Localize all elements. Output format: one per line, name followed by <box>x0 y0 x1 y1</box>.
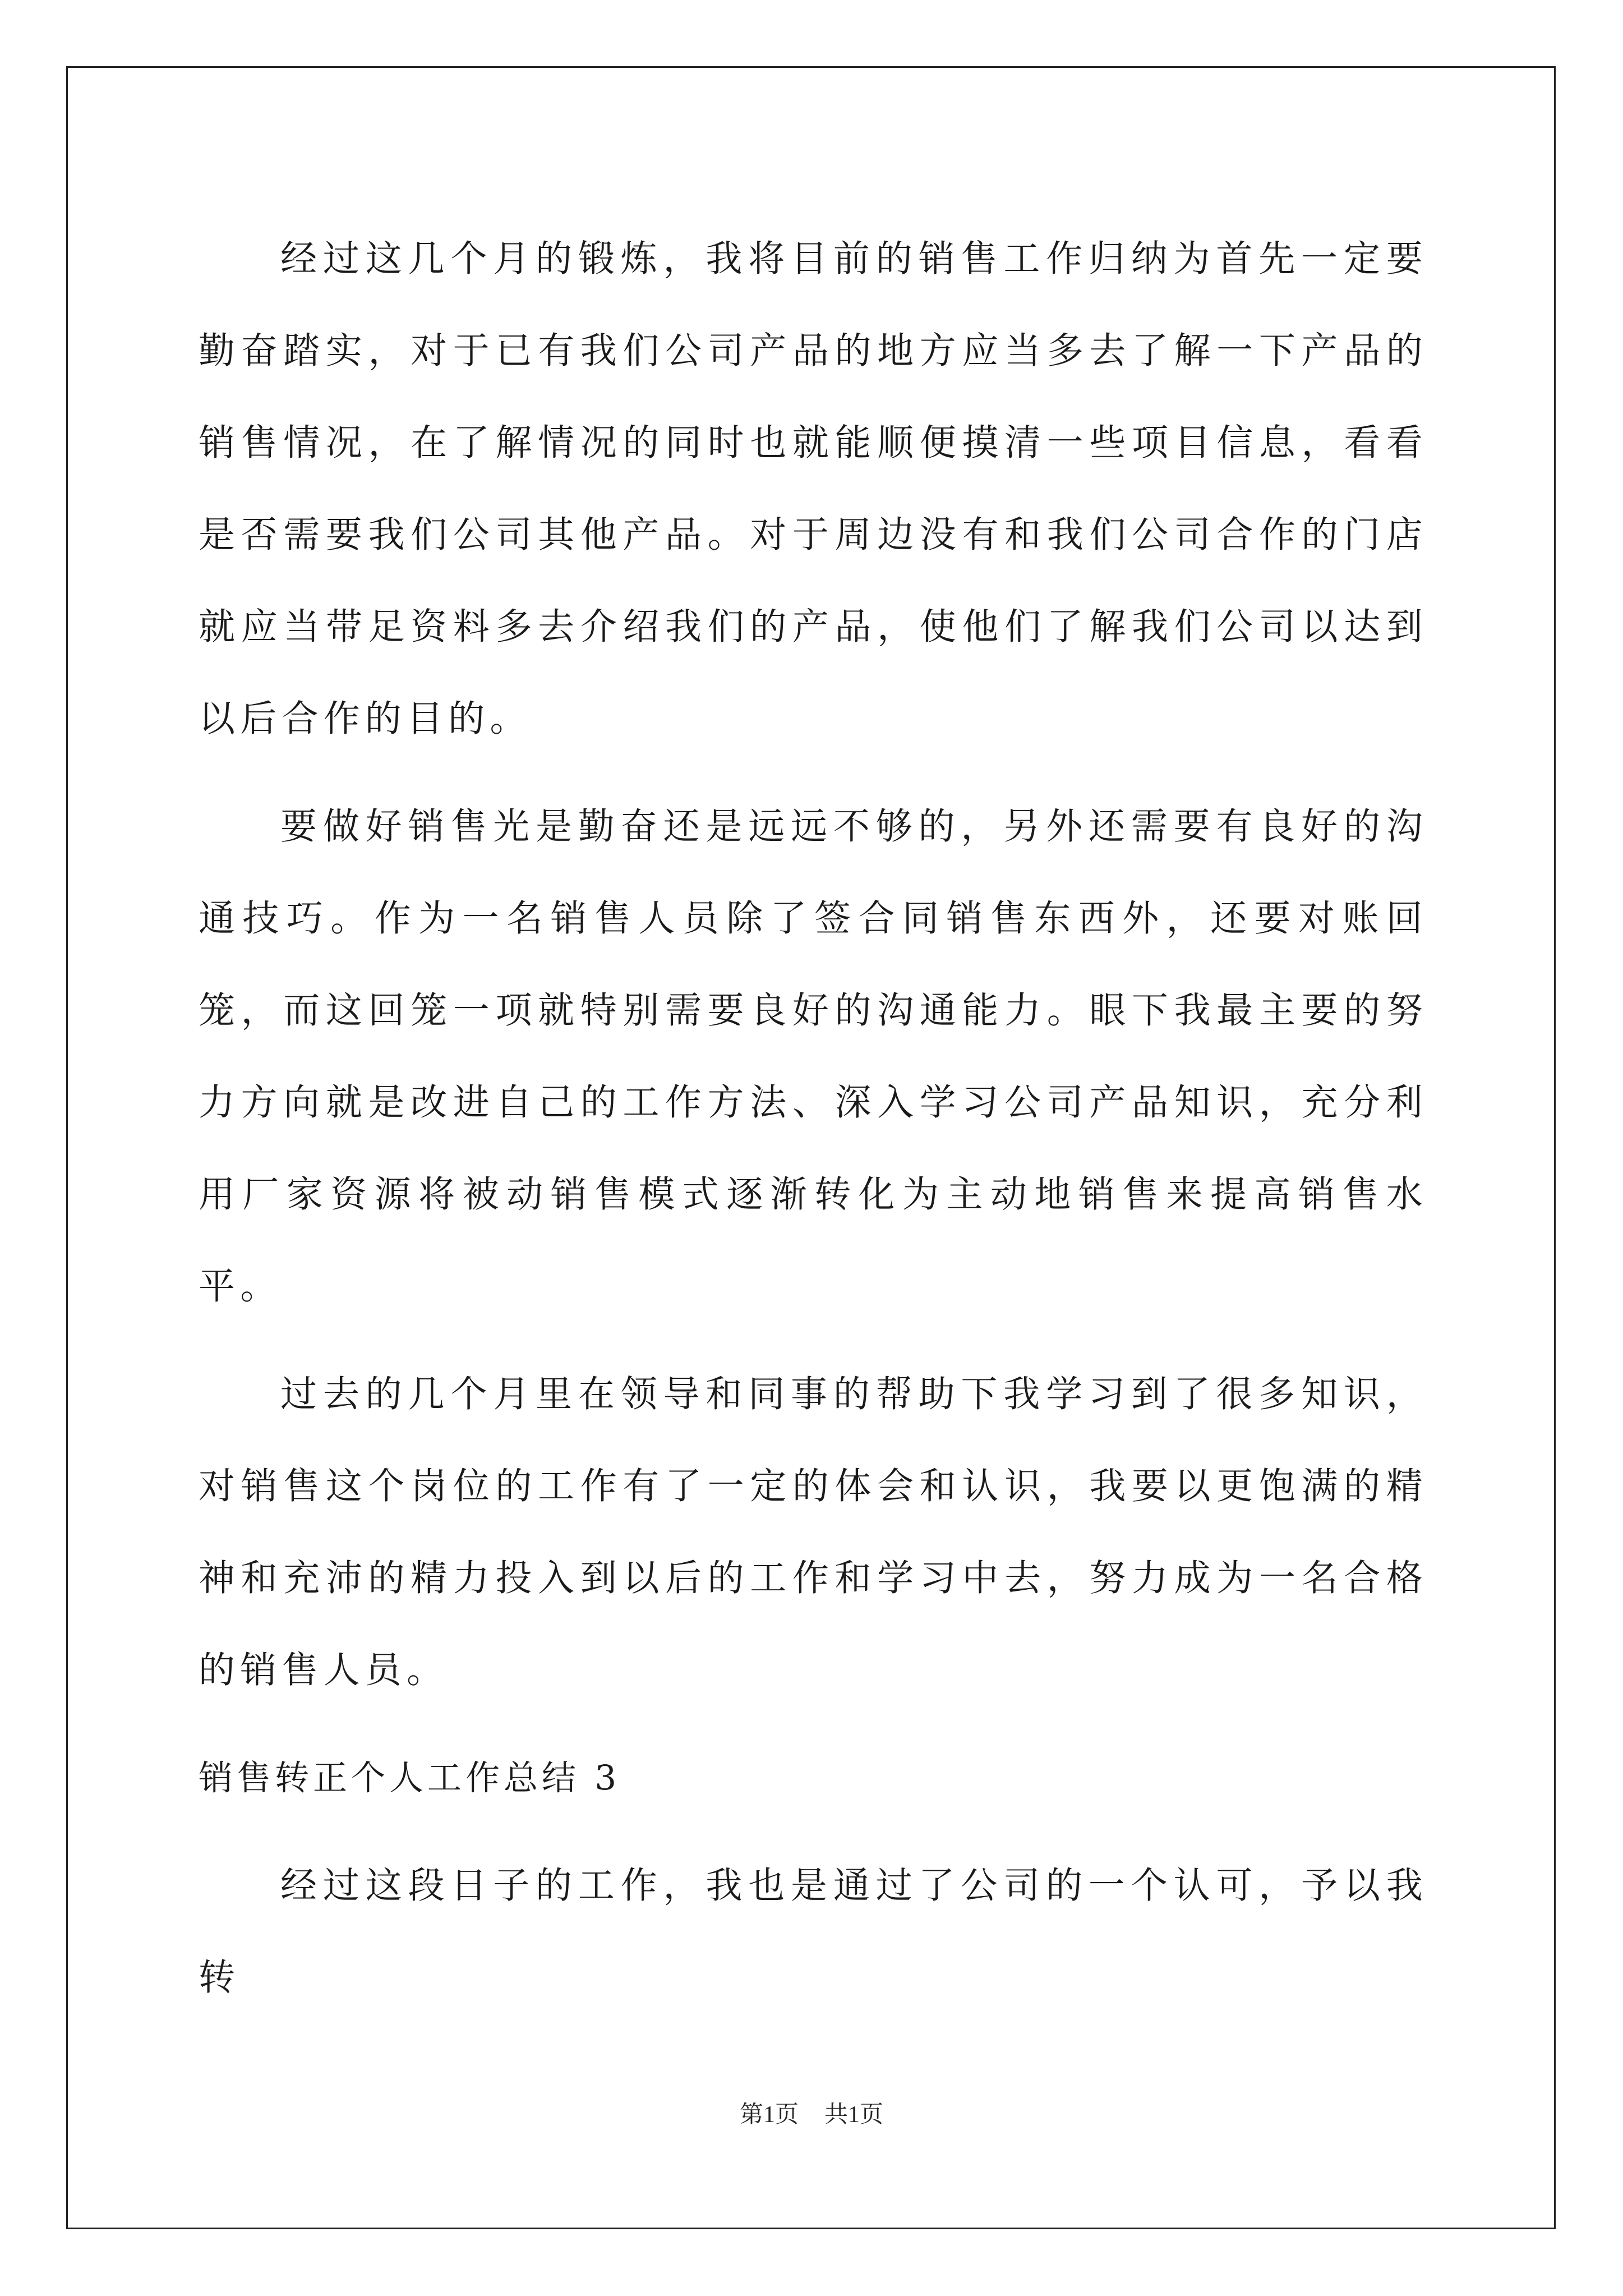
section-heading: 销售转正个人工作总结 3 <box>199 1758 621 1798</box>
paragraph-3: 过去的几个月里在领导和同事的帮助下我学习到了很多知识，对销售这个岗位的工作有了一定的体会和认识，我要以更饱满的精神和充沛的精力投入到以后的工作和学习中去，努力成为一名合格的销售人员。 <box>199 1373 1428 1691</box>
page-total: 共1页 <box>824 2102 884 2128</box>
paragraph-2: 要做好销售光是勤奋还是远远不够的，另外还需要有良好的沟通技巧。作为一名销售人员除了签合同销售东西外，还要对账回笼，而这回笼一项就特别需要良好的沟通能力。眼下我最主要的努力方向就是改进自己的工作方法、深入学习公司产品知识，充分利用厂家资源将被动销售模式逐渐转化为主动地销售来提高销售水平。 <box>199 806 1428 1308</box>
paragraph-1: 经过这几个月的锻炼，我将目前的销售工作归纳为首先一定要勤奋踏实，对于已有我们公司产品的地方应当多去了解一下产品的销售情况，在了解情况的同时也就能顺便摸清一些项目信息，看看是否需要我们公司其他产品。对于周边没有和我们公司合作的门店就应当带足资料多去介绍我们的产品，使他们了解我们公司以达到以后合作的目的。 <box>199 238 1428 740</box>
page-number: 第1页 <box>739 2102 799 2128</box>
page-footer <box>0 2096 1623 2129</box>
paragraph-4: 经过这段日子的工作，我也是通过了公司的一个认可，予以我转 <box>199 1865 1428 1999</box>
document-body <box>199 213 1428 2040</box>
